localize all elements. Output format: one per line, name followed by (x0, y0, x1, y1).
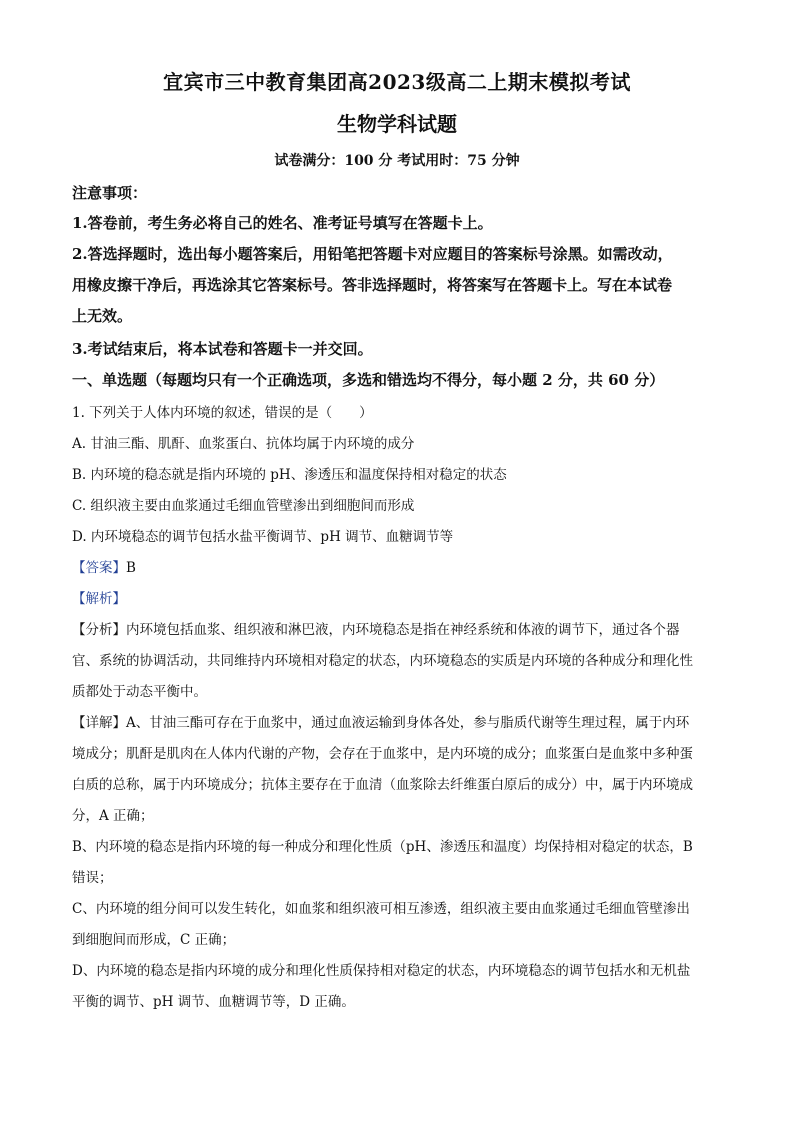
xiangjie-text-1: A、甘油三酯可存在于血浆中，通过血液运输到身体各处，参与脂质代谢等生理过程，属于内环 (126, 715, 690, 731)
xiangjie-b-line-1: B、内环境的稳态是指内环境的每一种成分和理化性质（pH、渗透压和温度）均保持相对稳定的状态，B (72, 839, 693, 855)
answer-tag: 【答案】 (72, 560, 126, 576)
xiangjie-line-4: 分，A 正确； (72, 808, 154, 824)
fenxi-tag: 【分析】 (72, 622, 126, 638)
xiangjie-c-line-2: 到细胞间而形成，C 正确； (72, 932, 236, 948)
xiangjie-d-line-1: D、内环境的稳态是指内环境的成分和理化性质保持相对稳定的状态，内环境稳态的调节包括水和无机盐 (72, 963, 691, 979)
xiangjie-tag: 【详解】 (72, 715, 126, 731)
notice-heading: 注意事项： (72, 184, 148, 202)
answer-line (72, 556, 722, 576)
analysis-tag: 【解析】 (72, 591, 126, 607)
xiangjie-line-2: 境成分；肌酐是肌肉在人体内代谢的产物，会存在于血浆中，是内环境的成分；血浆蛋白是血浆中多种蛋 (72, 746, 693, 762)
fenxi-line-3: 质都处于动态平衡中。 (72, 684, 207, 700)
xiangjie-b-line-2: 错误； (72, 870, 113, 886)
notice-item-3: 3.考试结束后，将本试卷和答题卡一并交回。 (72, 340, 373, 358)
option-b: B. 内环境的稳态就是指内环境的 pH、渗透压和温度保持相对稳定的状态 (72, 467, 507, 483)
option-c: C. 组织液主要由血浆通过毛细血管壁渗出到细胞间而形成 (72, 498, 415, 514)
notice-item-2-line-1: 2.答选择题时，选出每小题答案后，用铅笔把答题卡对应题目的答案标号涂黑。如需改动， (72, 245, 673, 263)
xiangjie-c-line-1: C、内环境的组分间可以发生转化，如血浆和组织液可相互渗透，组织液主要由血浆通过毛细血管壁渗出 (72, 901, 690, 917)
answer-value: B (126, 560, 136, 576)
xiangjie-line-1 (72, 711, 722, 731)
notice-item-1: 1.答卷前，考生务必将自己的姓名、准考证号填写在答题卡上。 (72, 214, 493, 232)
exam-title: 宜宾市三中教育集团高2023级高二上期末模拟考试 (163, 70, 631, 94)
fenxi-line-2: 官、系统的协调活动，共同维持内环境相对稳定的状态，内环境稳态的实质是内环境的各种成分和理化性 (72, 653, 693, 669)
question-stem: 1. 下列关于人体内环境的叙述，错误的是（ ） (72, 405, 373, 421)
fenxi-line-1 (72, 618, 722, 638)
notice-item-2-line-3: 上无效。 (72, 307, 133, 325)
xiangjie-d-line-2: 平衡的调节、pH 调节、血糖调节等，D 正确。 (72, 994, 355, 1010)
section-heading: 一、单选题（每题均只有一个正确选项，多选和错选均不得分，每小题 2 分，共 60 分） (72, 371, 665, 389)
notice-item-2-line-2: 用橡皮擦干净后，再选涂其它答案标号。答非选择题时，将答案写在答题卡上。写在本试卷 (72, 276, 673, 294)
exam-info: 试卷满分：100 分 考试用时：75 分钟 (274, 153, 520, 169)
xiangjie-line-3: 白质的总称，属于内环境成分；抗体主要存在于血清（血浆除去纤维蛋白原后的成分）中，属于内环境成 (72, 777, 693, 793)
fenxi-text-1: 内环境包括血浆、组织液和淋巴液，内环境稳态是指在神经系统和体液的调节下，通过各个器 (126, 622, 680, 638)
option-d: D. 内环境稳态的调节包括水盐平衡调节、pH 调节、血糖调节等 (72, 529, 454, 545)
option-a: A. 甘油三酯、肌酐、血浆蛋白、抗体均属于内环境的成分 (72, 436, 415, 452)
subject-title: 生物学科试题 (337, 112, 457, 136)
